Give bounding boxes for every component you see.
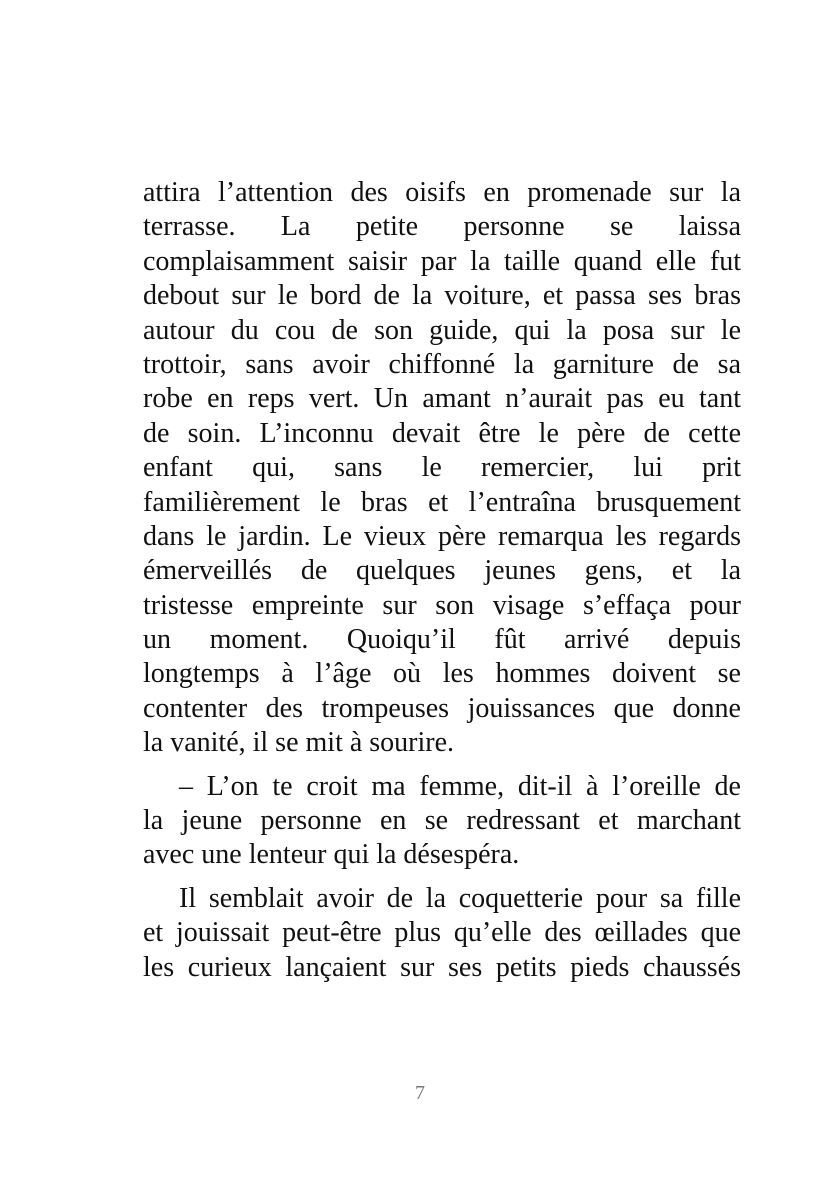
text-line: longtemps à l’âge où les hommes doivent se (143, 658, 741, 690)
text-line: complaisamment saisir par la taille quand elle fut (143, 245, 741, 277)
text-line: la jeune personne en se redressant et marchant (143, 805, 741, 837)
text-line: les curieux lançaient sur ses petits pieds chaussés (143, 951, 741, 983)
text-line: enfant qui, sans le remercier, lui prit (143, 452, 741, 484)
text-line: familièrement le bras et l’entraîna brusquement (143, 486, 741, 518)
text-line: trottoir, sans avoir chiffonné la garniture de sa (143, 348, 741, 380)
text-line: dans le jardin. Le vieux père remarqua les regards (143, 520, 741, 552)
text-line: attira l’attention des oisifs en promenade sur la (143, 177, 741, 208)
text-line: de soin. L’inconnu devait être le père de cette (143, 417, 741, 449)
text-line: avec une lenteur qui la désespéra. (143, 839, 520, 871)
text-line: et jouissait peut-être plus qu’elle des œillades que (143, 917, 741, 949)
text-line: robe en reps vert. Un amant n’aurait pas eu tant (143, 383, 741, 415)
paragraph-1 (143, 176, 741, 761)
page-number: 7 (415, 1082, 425, 1104)
text-line: debout sur le bord de la voiture, et passa ses bras (143, 280, 741, 312)
text-line: contenter des trompeuses jouissances que donne (143, 692, 741, 724)
text-line: émerveillés de quelques jeunes gens, et la (143, 555, 741, 587)
text-line: autour du cou de son guide, qui la posa sur le (143, 314, 741, 346)
text-line: – L’on te croit ma femme, dit-il à l’oreille de (179, 770, 741, 802)
text-line: un moment. Quoiqu’il fût arrivé depuis (143, 624, 741, 656)
text-line: la vanité, il se mit à sourire. (143, 727, 455, 759)
text-line: tristesse empreinte sur son visage s’effaça pour (143, 589, 741, 621)
paragraph-2 (143, 770, 741, 873)
text-line: terrasse. La petite personne se laissa (143, 211, 741, 243)
text-line: Il semblait avoir de la coquetterie pour sa fille (179, 882, 741, 914)
body-text (143, 176, 741, 985)
paragraph-3 (143, 882, 741, 985)
